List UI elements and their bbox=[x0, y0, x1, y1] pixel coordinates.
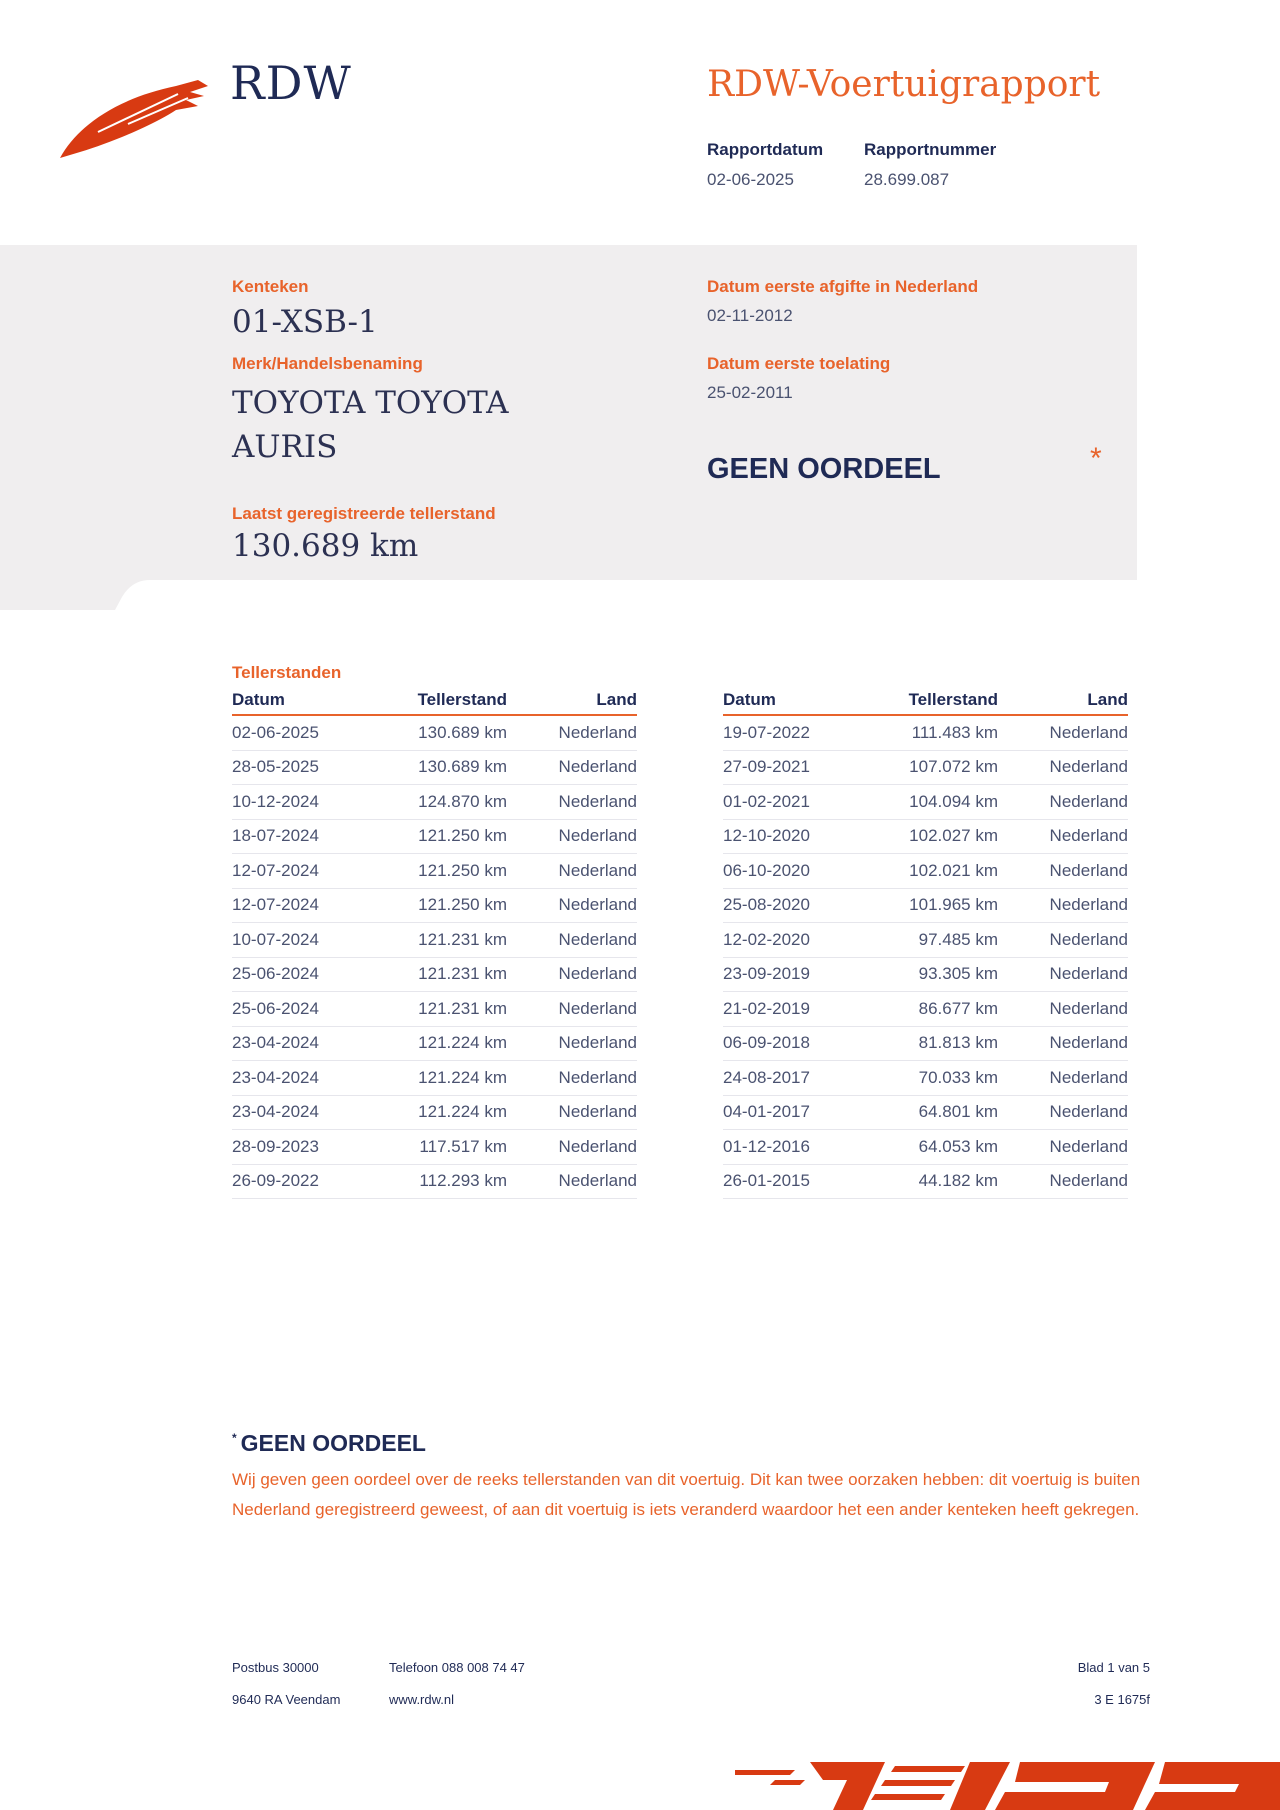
reading-odometer: 111.483 km bbox=[911, 722, 998, 742]
plate-value: 01-XSB-1 bbox=[232, 304, 378, 340]
reading-odometer: 121.250 km bbox=[418, 860, 507, 880]
reading-odometer: 102.027 km bbox=[909, 826, 998, 846]
reading-date: 26-09-2022 bbox=[232, 1171, 319, 1191]
table-row bbox=[723, 854, 1128, 889]
reading-odometer: 121.224 km bbox=[418, 1033, 507, 1053]
reading-country: Nederland bbox=[1049, 1067, 1128, 1087]
reading-date: 12-07-2024 bbox=[232, 895, 319, 915]
reading-odometer: 121.231 km bbox=[418, 964, 507, 984]
reading-country: Nederland bbox=[558, 1171, 637, 1191]
first-issue-nl-value: 02-11-2012 bbox=[707, 306, 793, 325]
reading-odometer: 121.231 km bbox=[418, 998, 507, 1018]
reading-odometer: 104.094 km bbox=[909, 791, 998, 811]
table-row bbox=[723, 820, 1128, 855]
reading-date: 10-12-2024 bbox=[232, 791, 319, 811]
column-header-country: Land bbox=[596, 690, 637, 709]
first-admission-value: 25-02-2011 bbox=[707, 383, 793, 402]
reading-odometer: 101.965 km bbox=[909, 895, 998, 915]
footer-page-number: Blad 1 van 5 bbox=[1077, 1660, 1150, 1675]
readings-table-left bbox=[232, 690, 637, 1199]
table-row bbox=[232, 785, 637, 820]
verdict-status: GEEN OORDEEL bbox=[707, 453, 941, 485]
report-date-block bbox=[707, 140, 823, 190]
make-value-line2: AURIS bbox=[232, 429, 338, 465]
reading-date: 23-04-2024 bbox=[232, 1067, 319, 1087]
table-row bbox=[723, 785, 1128, 820]
reading-date: 06-10-2020 bbox=[723, 860, 810, 880]
reading-country: Nederland bbox=[558, 722, 637, 742]
footer-address-line1: Postbus 30000 bbox=[232, 1660, 319, 1675]
column-header-odometer: Tellerstand bbox=[417, 690, 507, 709]
reading-odometer: 107.072 km bbox=[909, 757, 998, 777]
reading-date: 24-08-2017 bbox=[723, 1067, 810, 1087]
readings-table-right bbox=[723, 690, 1128, 1199]
report-number-block bbox=[864, 140, 996, 190]
table-row bbox=[723, 958, 1128, 993]
reading-country: Nederland bbox=[558, 895, 637, 915]
reading-country: Nederland bbox=[1049, 1033, 1128, 1053]
reading-date: 23-09-2019 bbox=[723, 964, 810, 984]
reading-date: 26-01-2015 bbox=[723, 1171, 810, 1191]
reading-date: 27-09-2021 bbox=[723, 757, 810, 777]
reading-country: Nederland bbox=[1049, 722, 1128, 742]
reading-odometer: 86.677 km bbox=[918, 998, 998, 1018]
table-row bbox=[232, 1061, 637, 1096]
table-row bbox=[232, 958, 637, 993]
reading-country: Nederland bbox=[1049, 964, 1128, 984]
reading-odometer: 121.250 km bbox=[418, 826, 507, 846]
reading-country: Nederland bbox=[1049, 860, 1128, 880]
reading-country: Nederland bbox=[558, 1033, 637, 1053]
reading-date: 18-07-2024 bbox=[232, 826, 319, 846]
table-row bbox=[723, 1130, 1128, 1165]
table-header bbox=[232, 690, 637, 716]
reading-odometer: 81.813 km bbox=[918, 1033, 998, 1053]
table-row bbox=[723, 1096, 1128, 1131]
reading-country: Nederland bbox=[558, 860, 637, 880]
vehicle-summary-panel bbox=[0, 245, 1137, 610]
column-header-date: Datum bbox=[723, 690, 776, 709]
first-admission-label: Datum eerste toelating bbox=[707, 354, 891, 373]
reading-date: 23-04-2024 bbox=[232, 1033, 319, 1053]
reading-country: Nederland bbox=[558, 826, 637, 846]
verdict-star-marker: * bbox=[1090, 442, 1102, 475]
reading-date: 12-07-2024 bbox=[232, 860, 319, 880]
column-header-country: Land bbox=[1087, 690, 1128, 709]
brand-name: RDW bbox=[230, 56, 352, 110]
reading-date: 12-02-2020 bbox=[723, 929, 810, 949]
reading-odometer: 130.689 km bbox=[418, 722, 507, 742]
table-row bbox=[232, 1165, 637, 1200]
footnote-text: Wij geven geen oordeel over de reeks tellerstanden van dit voertuig. Dit kan twee oorzaken hebben: dit voertuig is buiten Nederland geregistreerd geweest, of aan dit voertuig is iets veranderd waardoor het een ander kenteken heeft gekregen. bbox=[232, 1470, 1141, 1519]
report-number-label: Rapportnummer bbox=[864, 140, 997, 159]
odometer-label: Laatst geregistreerde tellerstand bbox=[232, 504, 496, 523]
reading-country: Nederland bbox=[558, 757, 637, 777]
reading-odometer: 121.224 km bbox=[418, 1102, 507, 1122]
table-row bbox=[723, 751, 1128, 786]
reading-country: Nederland bbox=[558, 1102, 637, 1122]
report-number-value: 28.699.087 bbox=[864, 170, 950, 189]
reading-date: 06-09-2018 bbox=[723, 1033, 810, 1053]
summary-panel-background bbox=[0, 245, 1137, 610]
reading-country: Nederland bbox=[558, 998, 637, 1018]
make-label: Merk/Handelsbenaming bbox=[232, 354, 423, 373]
reading-country: Nederland bbox=[1049, 791, 1128, 811]
table-row bbox=[723, 1027, 1128, 1062]
reading-odometer: 64.801 km bbox=[918, 1102, 998, 1122]
table-row bbox=[723, 1165, 1128, 1200]
footer-website[interactable]: www.rdw.nl bbox=[389, 1692, 455, 1707]
table-row bbox=[232, 923, 637, 958]
table-body bbox=[232, 716, 637, 1199]
table-row bbox=[232, 751, 637, 786]
reading-country: Nederland bbox=[1049, 826, 1128, 846]
table-row bbox=[232, 1096, 637, 1131]
table-row bbox=[232, 1130, 637, 1165]
reading-date: 23-04-2024 bbox=[232, 1102, 319, 1122]
footnote-mark: * bbox=[232, 1431, 237, 1446]
reading-date: 02-06-2025 bbox=[232, 722, 319, 742]
reading-country: Nederland bbox=[558, 1067, 637, 1087]
footer-phone: Telefoon 088 008 74 47 bbox=[389, 1660, 525, 1675]
column-header-date: Datum bbox=[232, 690, 285, 709]
reading-country: Nederland bbox=[1049, 1102, 1128, 1122]
reading-date: 28-09-2023 bbox=[232, 1136, 319, 1156]
make-value-line1: TOYOTA TOYOTA bbox=[232, 385, 509, 421]
reading-date: 25-06-2024 bbox=[232, 964, 319, 984]
reading-odometer: 70.033 km bbox=[918, 1067, 998, 1087]
table-row bbox=[723, 716, 1128, 751]
reading-odometer: 97.485 km bbox=[918, 929, 998, 949]
reading-odometer: 112.293 km bbox=[419, 1171, 507, 1191]
reading-country: Nederland bbox=[1049, 1171, 1128, 1191]
table-row bbox=[232, 854, 637, 889]
table-row bbox=[232, 716, 637, 751]
table-row bbox=[723, 923, 1128, 958]
reading-country: Nederland bbox=[1049, 1136, 1128, 1156]
footnote-title-text: GEEN OORDEEL bbox=[240, 1430, 426, 1456]
reading-country: Nederland bbox=[558, 791, 637, 811]
reading-country: Nederland bbox=[1049, 895, 1128, 915]
reading-date: 25-08-2020 bbox=[723, 895, 810, 915]
report-title: RDW-Voertuigrapport bbox=[707, 64, 1101, 105]
reading-date: 12-10-2020 bbox=[723, 826, 810, 846]
readings-title: Tellerstanden bbox=[232, 663, 342, 682]
reading-country: Nederland bbox=[558, 1136, 637, 1156]
reading-odometer: 124.870 km bbox=[418, 791, 507, 811]
reading-odometer: 64.053 km bbox=[918, 1136, 998, 1156]
table-row bbox=[723, 1061, 1128, 1096]
report-date-value: 02-06-2025 bbox=[707, 170, 794, 189]
reading-odometer: 121.231 km bbox=[418, 929, 507, 949]
reading-odometer: 130.689 km bbox=[418, 757, 507, 777]
reading-odometer: 102.021 km bbox=[909, 860, 998, 880]
reading-date: 28-05-2025 bbox=[232, 757, 319, 777]
reading-date: 01-12-2016 bbox=[723, 1136, 810, 1156]
table-body bbox=[723, 716, 1128, 1199]
reading-country: Nederland bbox=[1049, 929, 1128, 949]
footnote-title bbox=[232, 1430, 426, 1457]
reading-odometer: 44.182 km bbox=[918, 1171, 998, 1191]
table-row bbox=[723, 992, 1128, 1027]
report-date-label: Rapportdatum bbox=[707, 140, 824, 159]
reading-date: 19-07-2022 bbox=[723, 722, 810, 742]
odometer-value: 130.689 km bbox=[232, 528, 419, 564]
table-row bbox=[232, 889, 637, 924]
table-header bbox=[723, 690, 1128, 716]
first-issue-nl-label: Datum eerste afgifte in Nederland bbox=[707, 277, 979, 296]
reading-country: Nederland bbox=[1049, 998, 1128, 1018]
table-row bbox=[723, 889, 1128, 924]
reading-date: 01-02-2021 bbox=[723, 791, 810, 811]
table-row bbox=[232, 992, 637, 1027]
table-row bbox=[232, 1027, 637, 1062]
reading-date: 10-07-2024 bbox=[232, 929, 319, 949]
rdw-logo-icon bbox=[58, 80, 208, 160]
reading-date: 25-06-2024 bbox=[232, 998, 319, 1018]
reading-country: Nederland bbox=[1049, 757, 1128, 777]
plate-label: Kenteken bbox=[232, 277, 309, 296]
rdw-stripes-icon bbox=[735, 1758, 1280, 1810]
footer-document-code: 3 E 1675f bbox=[1094, 1692, 1150, 1707]
reading-country: Nederland bbox=[558, 929, 637, 949]
reading-date: 21-02-2019 bbox=[723, 998, 810, 1018]
table-row bbox=[232, 820, 637, 855]
footer-address-line2: 9640 RA Veendam bbox=[232, 1692, 341, 1707]
reading-country: Nederland bbox=[558, 964, 637, 984]
column-header-odometer: Tellerstand bbox=[908, 690, 998, 709]
reading-odometer: 93.305 km bbox=[918, 964, 998, 984]
reading-date: 04-01-2017 bbox=[723, 1102, 810, 1122]
reading-odometer: 121.224 km bbox=[418, 1067, 507, 1087]
reading-odometer: 117.517 km bbox=[419, 1136, 507, 1156]
reading-odometer: 121.250 km bbox=[418, 895, 507, 915]
